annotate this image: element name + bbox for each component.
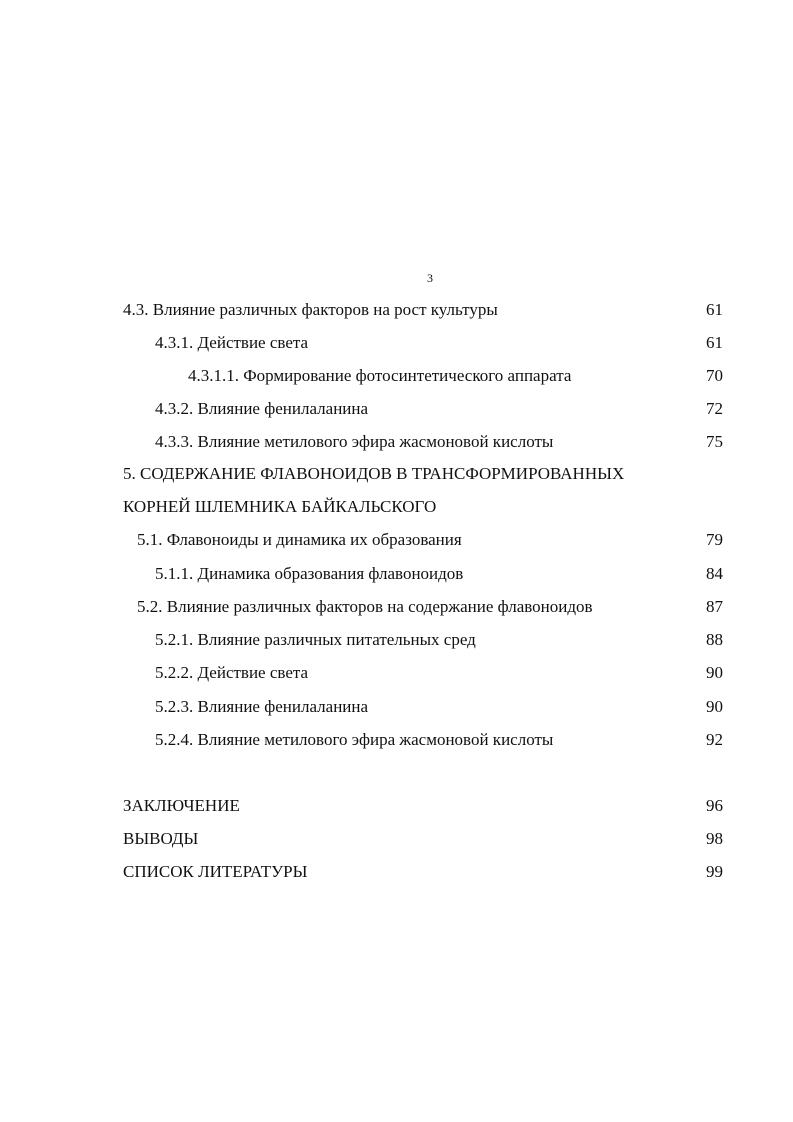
toc-entry-4-3: 4.3. Влияние различных факторов на рост культуры [123, 300, 498, 319]
toc-page-5-2: 87 [706, 597, 723, 616]
toc-entry-5-1: 5.1. Флавоноиды и динамика их образования [137, 530, 462, 549]
toc-page-4-3-1: 61 [706, 333, 723, 352]
toc-page-5-line-2 [663, 495, 723, 519]
toc-entry-5-2-2: 5.2.2. Действие света [155, 663, 309, 682]
toc-page-references: 99 [706, 862, 723, 881]
toc-entry-5-2-1: 5.2.1. Влияние различных питательных сред [155, 630, 476, 649]
toc-page-5-2-3: 90 [706, 697, 723, 716]
toc-entry-5-1-1: 5.1.1. Динамика образования флавоноидов [155, 564, 464, 583]
toc-entry-4-3-1: 4.3.1. Действие света [155, 333, 309, 352]
toc-page-4-3-1-1: 70 [706, 366, 723, 385]
toc-page-4-3-2: 72 [706, 399, 723, 418]
toc-entry-findings: ВЫВОДЫ [123, 829, 199, 848]
toc-entry-5-line-2: КОРНЕЙ ШЛЕМНИКА БАЙКАЛЬСКОГО [123, 497, 437, 516]
toc-entry-5-2-4: 5.2.4. Влияние метилового эфира жасмоновой кислоты [155, 730, 554, 749]
toc-page-5-line-1 [663, 462, 723, 486]
toc-entry-4-3-3: 4.3.3. Влияние метилового эфира жасмоновой кислоты [155, 432, 554, 451]
toc-entry-4-3-2: 4.3.2. Влияние фенилаланина [155, 399, 369, 418]
toc-page-findings: 98 [706, 829, 723, 848]
toc-entry-references: СПИСОК ЛИТЕРАТУРЫ [123, 862, 308, 881]
toc-entry-4-3-1-1: 4.3.1.1. Формирование фотосинтетического аппарата [188, 366, 572, 385]
toc-entry-conclusion: ЗАКЛЮЧЕНИЕ [123, 796, 240, 815]
toc-page-4-3-3: 75 [706, 432, 723, 451]
toc-entry-5-2-3: 5.2.3. Влияние фенилаланина [155, 697, 369, 716]
toc-page-conclusion: 96 [706, 796, 723, 815]
toc-entry-5-line-1: 5. СОДЕРЖАНИЕ ФЛАВОНОИДОВ В ТРАНСФОРМИРОВАННЫХ [123, 464, 625, 483]
toc-page-5-1: 79 [706, 530, 723, 549]
toc-entry-5-2: 5.2. Влияние различных факторов на содержание флавоноидов [137, 597, 593, 616]
toc-page-5-2-2: 90 [706, 663, 723, 682]
toc-page-5-1-1: 84 [706, 564, 723, 583]
toc-page-5-2-4: 92 [706, 730, 723, 749]
toc-page-5-2-1: 88 [706, 630, 723, 649]
page-number: 3 [427, 271, 433, 285]
toc-page-4-3: 61 [706, 300, 723, 319]
